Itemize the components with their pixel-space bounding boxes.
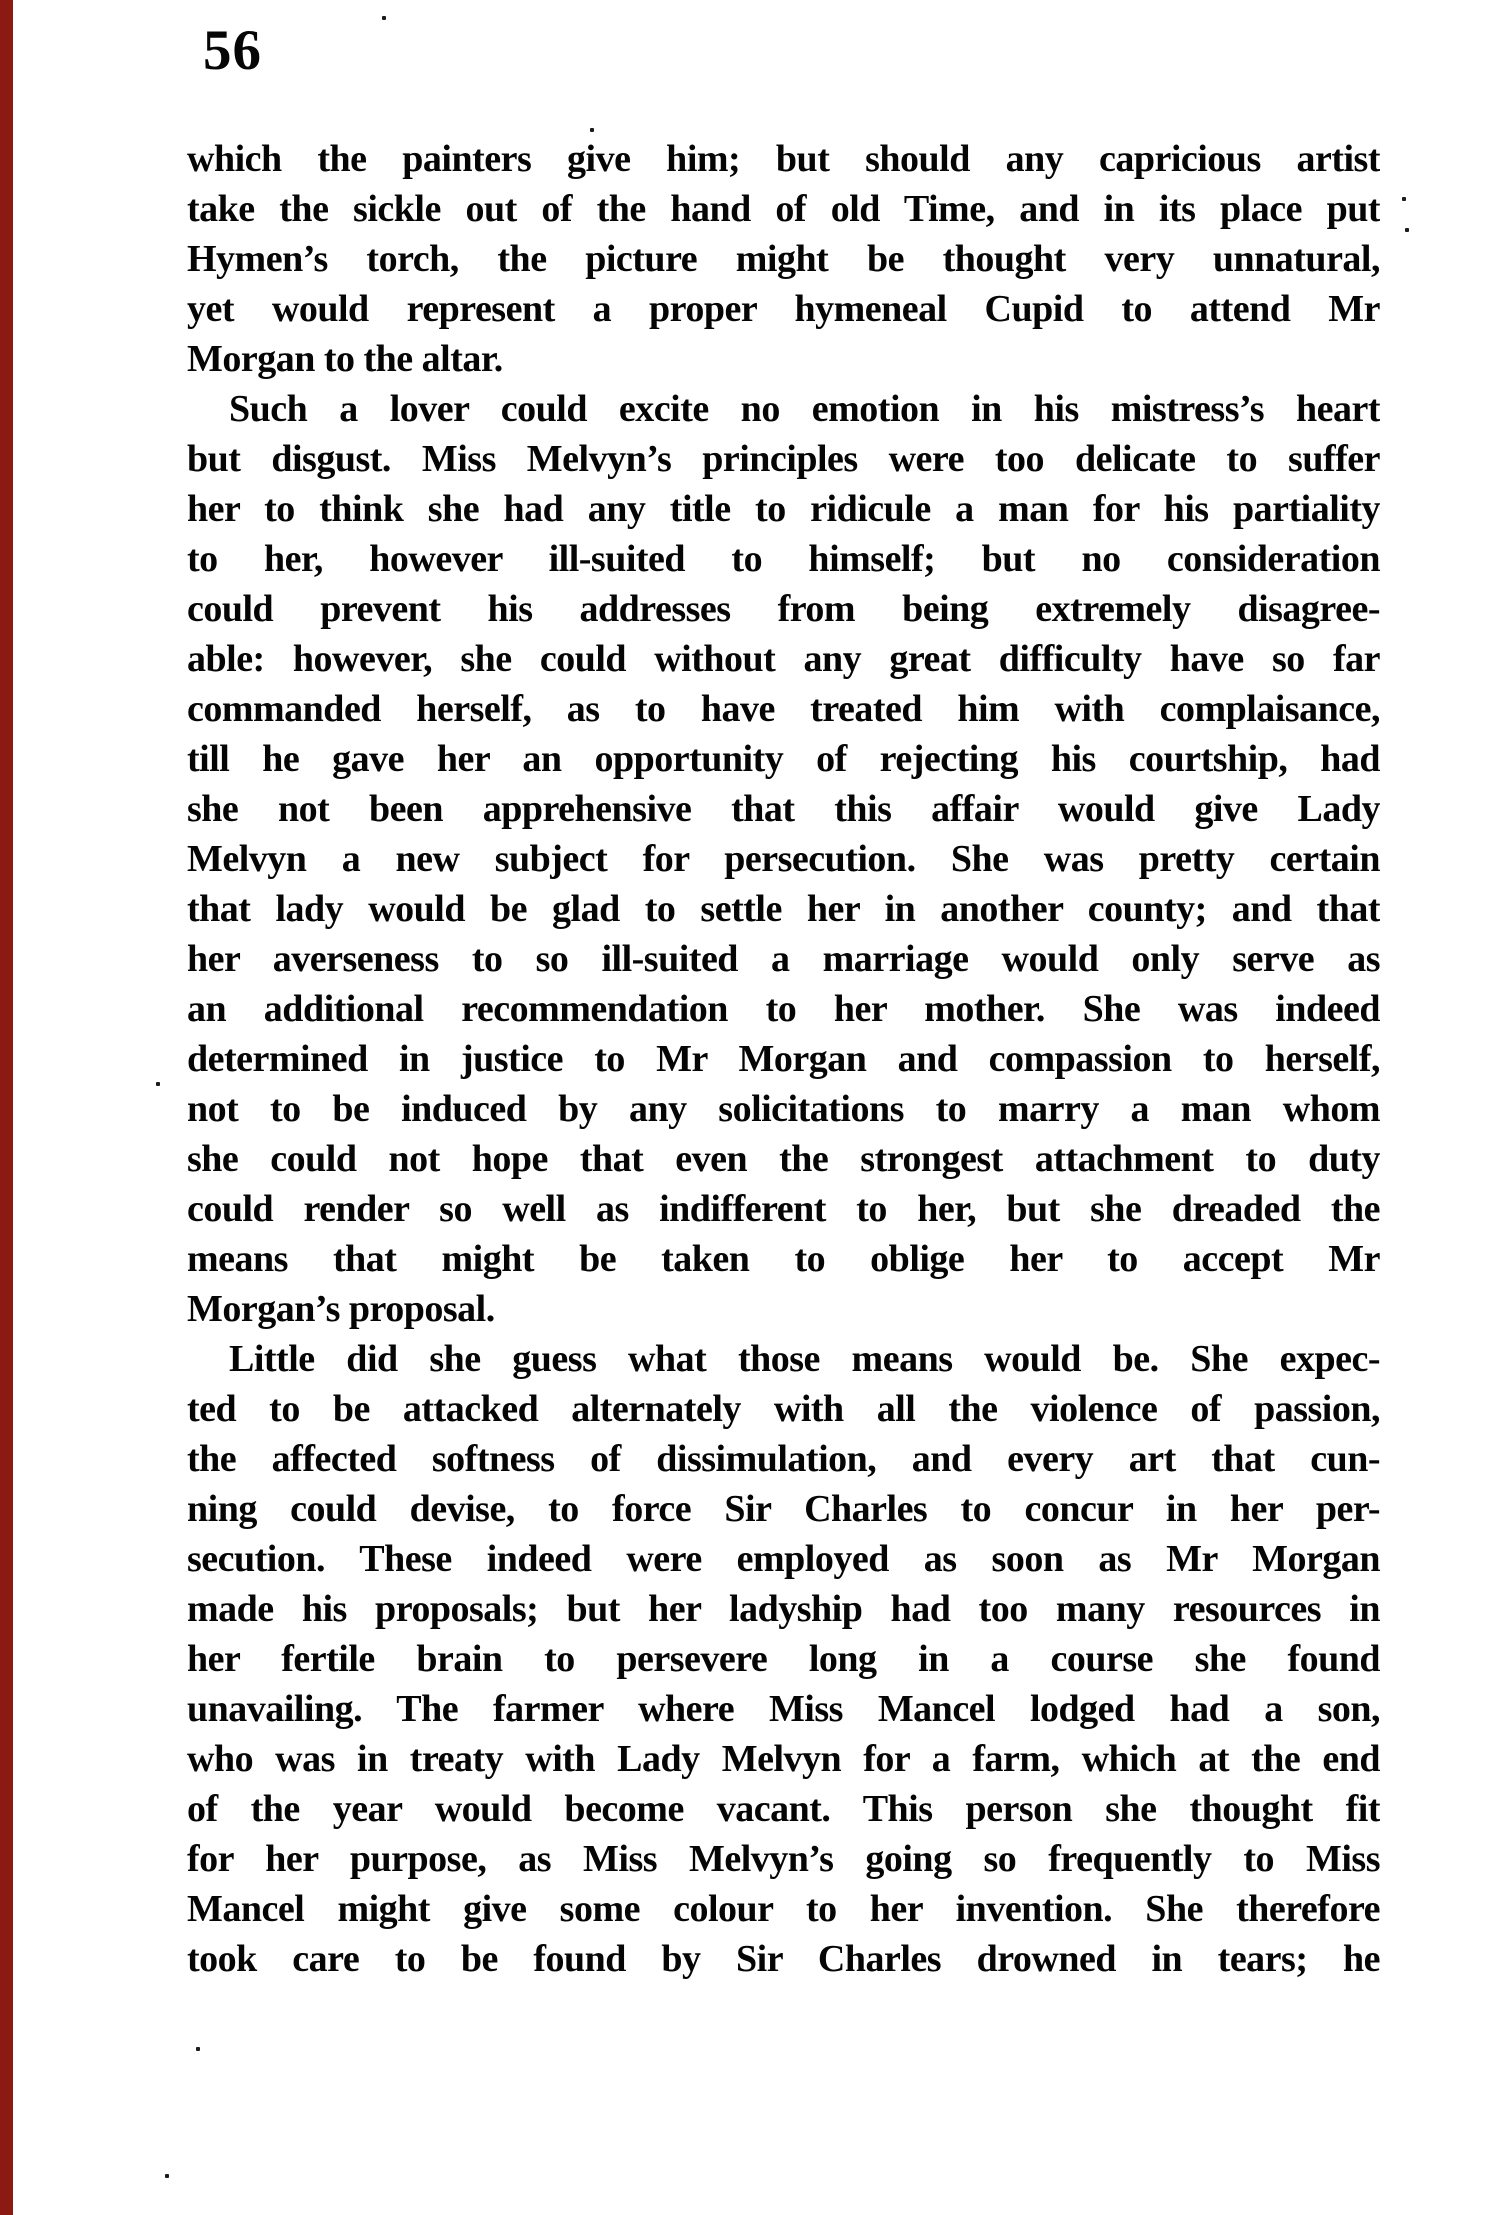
text-line: Morgan’s proposal.	[187, 1288, 495, 1330]
text-line: means that might be taken to oblige her to accept Mr	[187, 1238, 1380, 1280]
page-text-block	[187, 134, 1380, 1984]
text-line: for her purpose, as Miss Melvyn’s going so frequently to Miss	[187, 1838, 1380, 1880]
scan-speck	[382, 16, 386, 20]
scan-speck	[196, 2047, 200, 2051]
page-number: 56	[203, 19, 262, 82]
text-line: to her, however ill-suited to himself; but no consideration	[187, 538, 1380, 580]
text-line: who was in treaty with Lady Melvyn for a farm, which at the end	[187, 1738, 1380, 1780]
text-line: till he gave her an opportunity of rejecting his courtship, had	[187, 738, 1380, 780]
text-line: Melvyn a new subject for persecution. She was pretty certain	[187, 838, 1380, 880]
text-line: Hymen’s torch, the picture might be thought very unnatural,	[187, 238, 1380, 280]
scan-speck	[590, 128, 594, 132]
text-line: not to be induced by any solicitations to marry a man whom	[187, 1088, 1380, 1130]
left-edge-stripe	[0, 0, 13, 2215]
text-line: determined in justice to Mr Morgan and compassion to herself,	[187, 1038, 1380, 1080]
text-line: secution. These indeed were employed as soon as Mr Morgan	[187, 1538, 1380, 1580]
text-line: Little did she guess what those means would be. She expec-	[229, 1338, 1380, 1380]
text-line: Such a lover could excite no emotion in his mistress’s heart	[229, 388, 1380, 430]
text-line: the affected softness of dissimulation, and every art that cun-	[187, 1438, 1380, 1480]
text-line: she not been apprehensive that this affair would give Lady	[187, 788, 1380, 830]
scan-speck	[165, 2174, 169, 2178]
text-line: made his proposals; but her ladyship had too many resources in	[187, 1588, 1380, 1630]
text-line: Morgan to the altar.	[187, 338, 503, 380]
text-line: which the painters give him; but should any capricious artist	[187, 138, 1380, 180]
scan-speck	[1402, 197, 1406, 201]
scan-speck	[1405, 228, 1409, 232]
text-line: she could not hope that even the strongest attachment to duty	[187, 1138, 1380, 1180]
text-line: took care to be found by Sir Charles drowned in tears; he	[187, 1938, 1380, 1980]
text-line: her fertile brain to persevere long in a course she found	[187, 1638, 1380, 1680]
text-line: her averseness to so ill-suited a marriage would only serve as	[187, 938, 1380, 980]
text-line: could prevent his addresses from being extremely disagree-	[187, 588, 1380, 630]
text-line: but disgust. Miss Melvyn’s principles were too delicate to suffer	[187, 438, 1380, 480]
text-line: of the year would become vacant. This person she thought fit	[187, 1788, 1380, 1830]
text-line: ted to be attacked alternately with all the violence of passion,	[187, 1388, 1380, 1430]
text-line: ning could devise, to force Sir Charles to concur in her per-	[187, 1488, 1380, 1530]
text-line: unavailing. The farmer where Miss Mancel lodged had a son,	[187, 1688, 1380, 1730]
text-line: Mancel might give some colour to her invention. She therefore	[187, 1888, 1380, 1930]
text-line: could render so well as indifferent to her, but she dreaded the	[187, 1188, 1380, 1230]
text-line: able: however, she could without any great difficulty have so far	[187, 638, 1380, 680]
text-line: an additional recommendation to her mother. She was indeed	[187, 988, 1380, 1030]
text-line: yet would represent a proper hymeneal Cupid to attend Mr	[187, 288, 1380, 330]
text-line: her to think she had any title to ridicule a man for his partiality	[187, 488, 1380, 530]
text-line: take the sickle out of the hand of old Time, and in its place put	[187, 188, 1380, 230]
scan-speck	[156, 1082, 160, 1086]
text-line: commanded herself, as to have treated him with complaisance,	[187, 688, 1380, 730]
text-line: that lady would be glad to settle her in another county; and that	[187, 888, 1380, 930]
